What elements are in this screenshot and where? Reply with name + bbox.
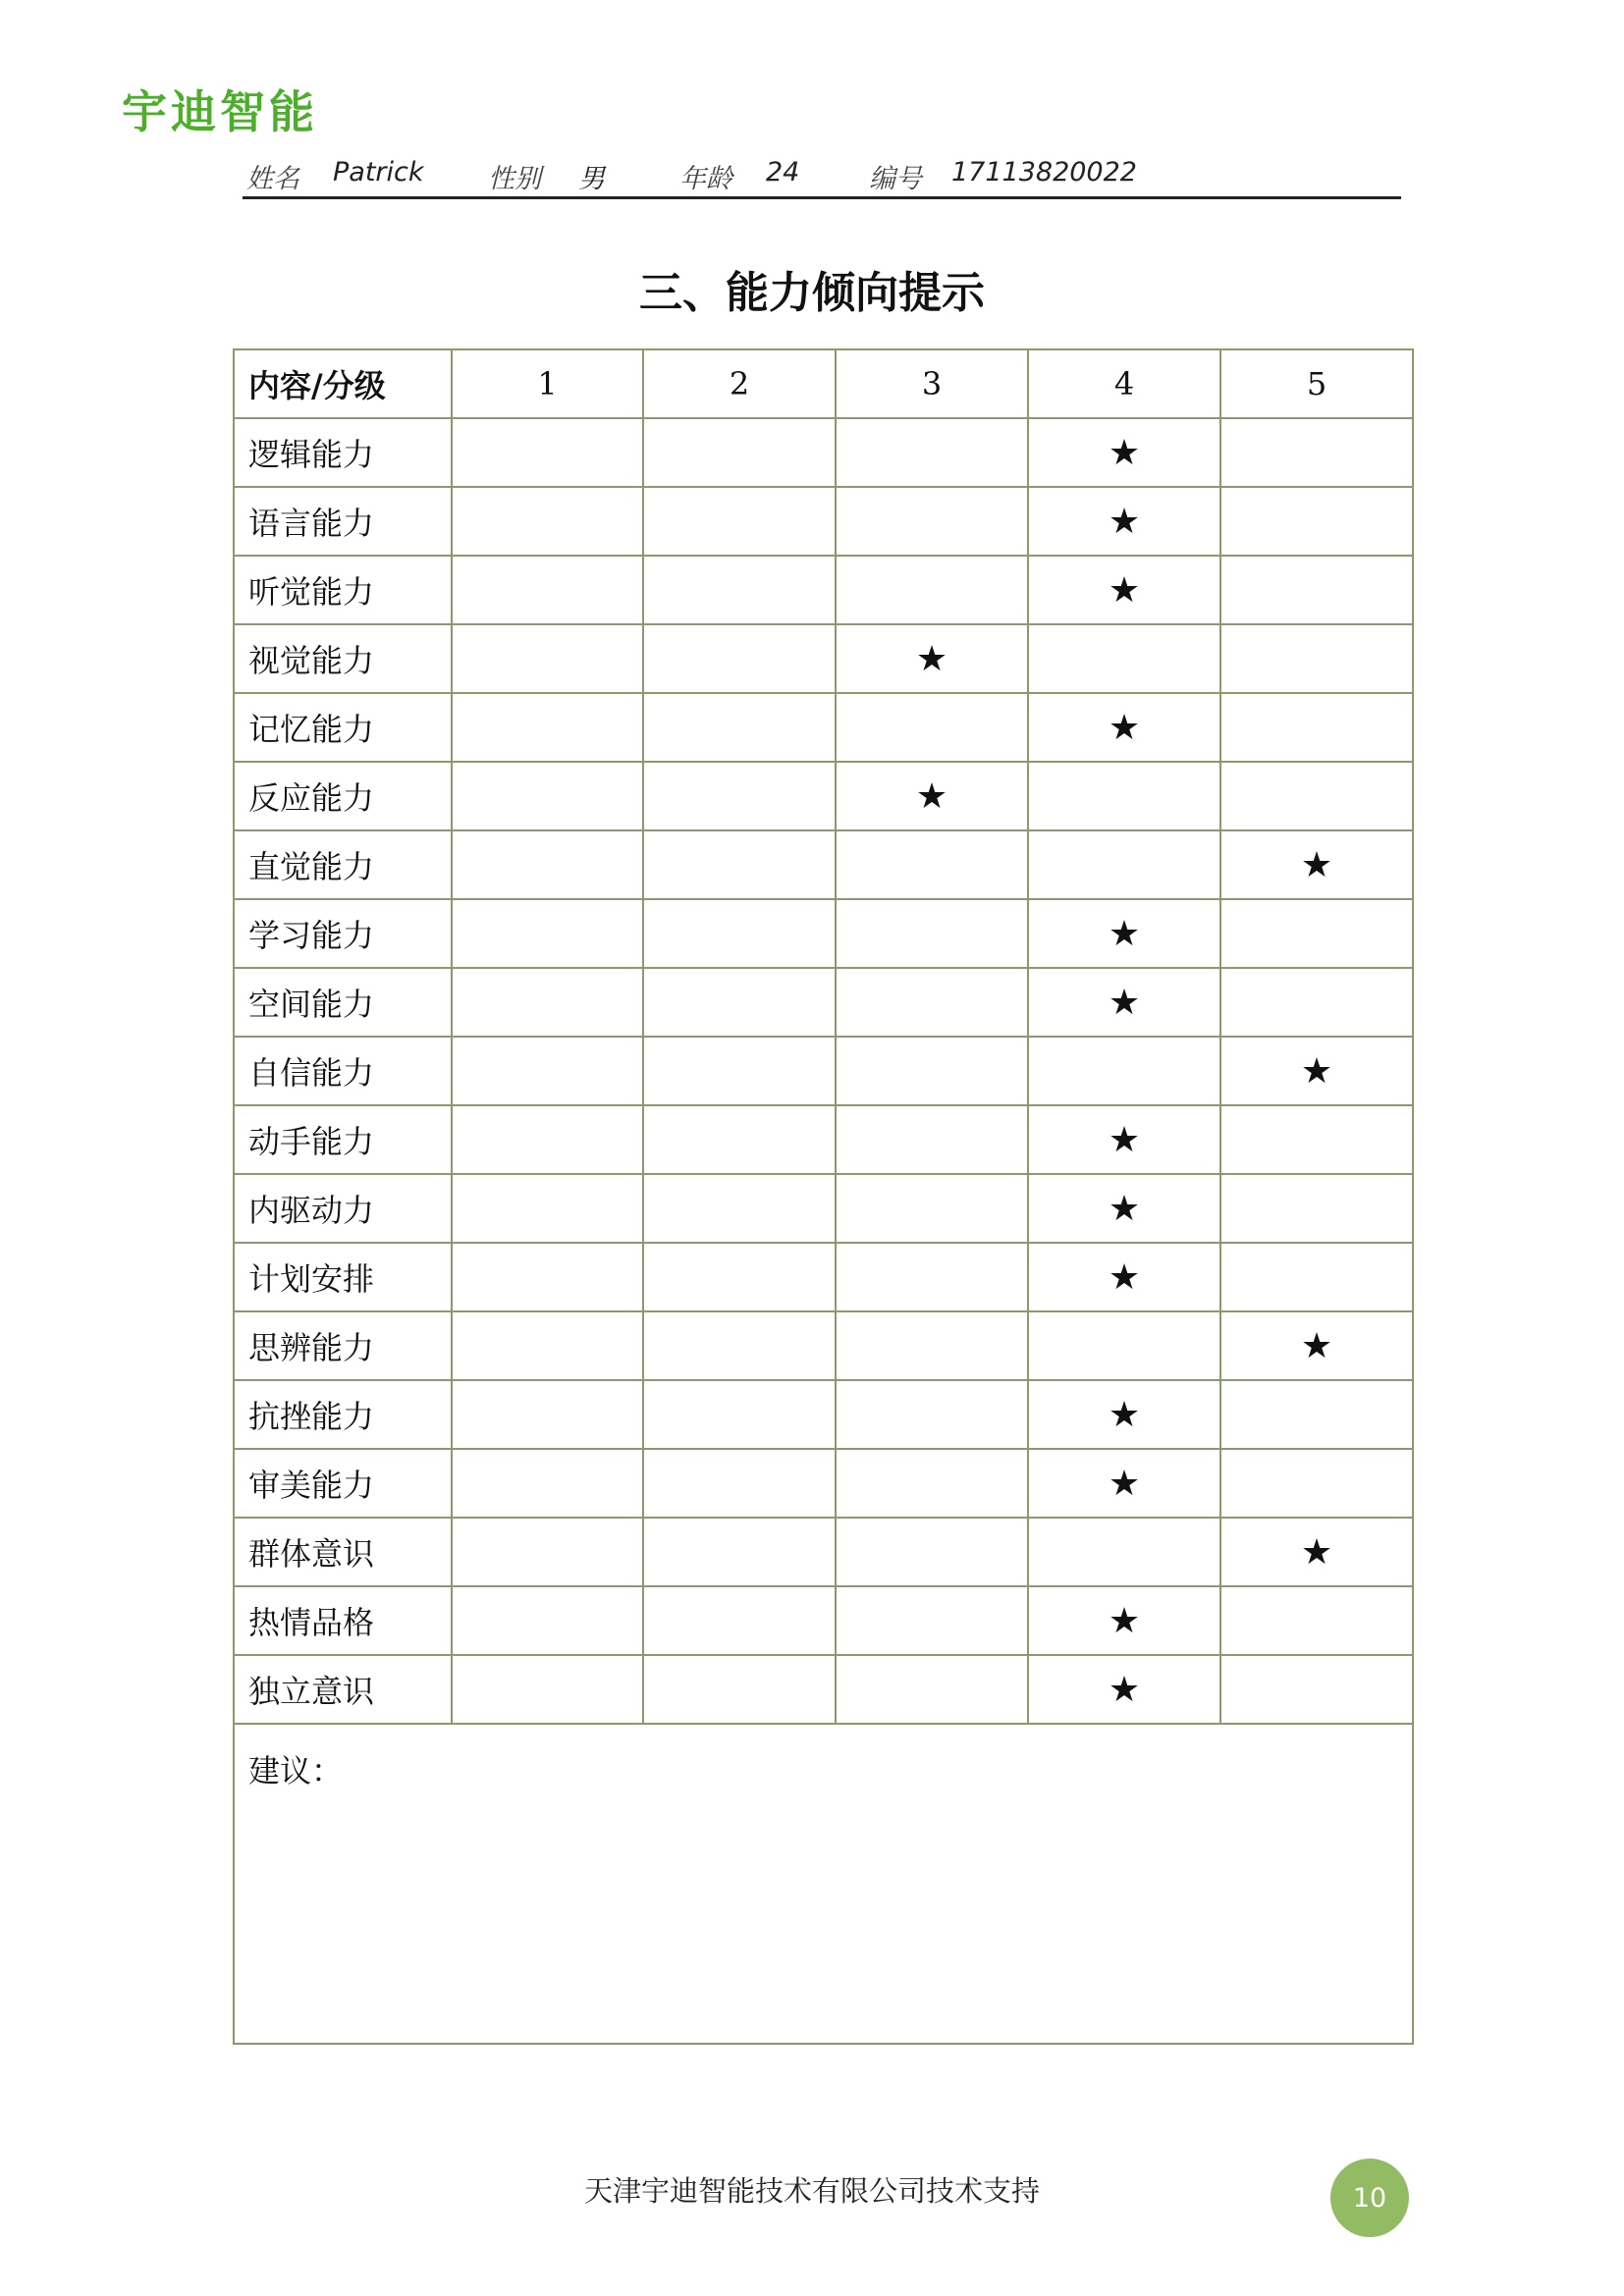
rating-cell-empty — [643, 693, 836, 762]
rating-cell-empty — [643, 487, 836, 556]
rating-cell-empty — [452, 1586, 643, 1655]
id-label: 编号 — [869, 164, 922, 194]
rating-star-icon: ★ — [1028, 1449, 1220, 1518]
header-level-5: 5 — [1220, 349, 1413, 418]
rating-cell-empty — [643, 830, 836, 899]
company-logo: 宇迪智能 — [122, 85, 318, 138]
gender-label: 性别 — [488, 164, 541, 194]
rating-cell-empty — [836, 830, 1028, 899]
rating-cell-empty — [836, 1380, 1028, 1449]
rating-cell-empty — [452, 1174, 643, 1243]
table-row — [234, 830, 1413, 899]
table-row — [234, 1449, 1413, 1518]
section-title: 三、能力倾向提示 — [639, 268, 985, 318]
rating-cell-empty — [452, 1037, 643, 1105]
rating-cell-empty — [836, 1174, 1028, 1243]
rating-cell-empty — [643, 1586, 836, 1655]
table-row — [234, 968, 1413, 1037]
rating-cell-empty — [836, 1655, 1028, 1724]
table-row — [234, 693, 1413, 762]
rating-cell-empty — [643, 899, 836, 968]
rating-cell-empty — [452, 1311, 643, 1380]
header-level-1: 1 — [452, 349, 643, 418]
rating-cell-empty — [1220, 487, 1413, 556]
rating-cell-empty — [643, 1518, 836, 1586]
ability-label: 动手能力 — [234, 1105, 452, 1174]
rating-cell-empty — [1220, 1243, 1413, 1311]
ability-label: 热情品格 — [234, 1586, 452, 1655]
ability-label: 听觉能力 — [234, 556, 452, 624]
rating-star-icon: ★ — [1220, 830, 1413, 899]
rating-cell-empty — [1220, 1105, 1413, 1174]
header-content-level: 内容/分级 — [234, 349, 452, 418]
rating-cell-empty — [836, 1518, 1028, 1586]
rating-cell-empty — [836, 1586, 1028, 1655]
ability-label: 群体意识 — [234, 1518, 452, 1586]
rating-cell-empty — [836, 968, 1028, 1037]
ability-label: 内驱动力 — [234, 1174, 452, 1243]
rating-star-icon: ★ — [1028, 418, 1220, 487]
table-row — [234, 487, 1413, 556]
ability-label: 直觉能力 — [234, 830, 452, 899]
rating-cell-empty — [643, 1037, 836, 1105]
ability-label: 审美能力 — [234, 1449, 452, 1518]
id-value: 17113820022 — [951, 157, 1137, 187]
rating-cell-empty — [1220, 1655, 1413, 1724]
gender-value: 男 — [578, 164, 605, 194]
rating-star-icon: ★ — [1028, 1174, 1220, 1243]
rating-cell-empty — [643, 1311, 836, 1380]
ability-label: 视觉能力 — [234, 624, 452, 693]
rating-cell-empty — [452, 418, 643, 487]
ability-label: 学习能力 — [234, 899, 452, 968]
rating-cell-empty — [836, 899, 1028, 968]
ability-label: 空间能力 — [234, 968, 452, 1037]
table-row — [234, 1518, 1413, 1586]
name-label: 姓名 — [246, 164, 299, 194]
rating-star-icon: ★ — [1028, 1105, 1220, 1174]
rating-cell-empty — [1220, 968, 1413, 1037]
rating-cell-empty — [643, 1449, 836, 1518]
rating-cell-empty — [836, 556, 1028, 624]
table-row — [234, 1174, 1413, 1243]
rating-cell-empty — [643, 1655, 836, 1724]
student-info-row — [243, 151, 1401, 199]
rating-cell-empty — [1220, 1586, 1413, 1655]
header-level-3: 3 — [836, 349, 1028, 418]
ability-label: 独立意识 — [234, 1655, 452, 1724]
header-level-2: 2 — [643, 349, 836, 418]
ability-label: 语言能力 — [234, 487, 452, 556]
rating-cell-empty — [452, 968, 643, 1037]
rating-star-icon: ★ — [1028, 556, 1220, 624]
rating-cell-empty — [452, 624, 643, 693]
rating-cell-empty — [1028, 830, 1220, 899]
rating-star-icon: ★ — [1028, 1655, 1220, 1724]
ability-table — [233, 348, 1414, 2045]
table-row — [234, 556, 1413, 624]
rating-cell-empty — [452, 1655, 643, 1724]
table-row — [234, 1311, 1413, 1380]
rating-star-icon: ★ — [1220, 1518, 1413, 1586]
rating-cell-empty — [643, 968, 836, 1037]
rating-cell-empty — [836, 1037, 1028, 1105]
rating-cell-empty — [643, 556, 836, 624]
rating-cell-empty — [643, 762, 836, 830]
name-value: Patrick — [333, 157, 424, 187]
rating-cell-empty — [1220, 762, 1413, 830]
rating-cell-empty — [1220, 1449, 1413, 1518]
rating-cell-empty — [1220, 1174, 1413, 1243]
rating-cell-empty — [1028, 624, 1220, 693]
rating-cell-empty — [452, 1380, 643, 1449]
ability-label: 计划安排 — [234, 1243, 452, 1311]
ability-label: 思辨能力 — [234, 1311, 452, 1380]
table-row — [234, 1655, 1413, 1724]
rating-cell-empty — [643, 1105, 836, 1174]
table-row — [234, 624, 1413, 693]
rating-cell-empty — [452, 1243, 643, 1311]
table-row — [234, 762, 1413, 830]
rating-cell-empty — [452, 830, 643, 899]
rating-star-icon: ★ — [1028, 1380, 1220, 1449]
table-row — [234, 1586, 1413, 1655]
rating-cell-empty — [643, 1174, 836, 1243]
rating-star-icon: ★ — [1028, 1586, 1220, 1655]
rating-cell-empty — [1220, 693, 1413, 762]
rating-star-icon: ★ — [1028, 693, 1220, 762]
ability-label: 自信能力 — [234, 1037, 452, 1105]
rating-star-icon: ★ — [1028, 1243, 1220, 1311]
rating-cell-empty — [836, 487, 1028, 556]
rating-star-icon: ★ — [1220, 1311, 1413, 1380]
rating-cell-empty — [643, 1380, 836, 1449]
footer-text: 天津宇迪智能技术有限公司技术支持 — [583, 2174, 1040, 2208]
ability-label: 反应能力 — [234, 762, 452, 830]
rating-star-icon: ★ — [1028, 487, 1220, 556]
rating-cell-empty — [452, 556, 643, 624]
rating-cell-empty — [836, 1311, 1028, 1380]
ability-table-body — [234, 349, 1413, 2044]
table-row — [234, 899, 1413, 968]
header-level-4: 4 — [1028, 349, 1220, 418]
rating-cell-empty — [1220, 624, 1413, 693]
rating-star-icon: ★ — [836, 624, 1028, 693]
rating-cell-empty — [452, 487, 643, 556]
rating-cell-empty — [643, 624, 836, 693]
rating-cell-empty — [1028, 1518, 1220, 1586]
table-row — [234, 1037, 1413, 1105]
ability-label: 逻辑能力 — [234, 418, 452, 487]
rating-cell-empty — [1220, 418, 1413, 487]
rating-cell-empty — [1220, 899, 1413, 968]
table-row — [234, 1380, 1413, 1449]
rating-cell-empty — [836, 693, 1028, 762]
rating-cell-empty — [836, 1243, 1028, 1311]
rating-cell-empty — [452, 1449, 643, 1518]
rating-cell-empty — [452, 1518, 643, 1586]
rating-cell-empty — [1028, 1037, 1220, 1105]
rating-cell-empty — [836, 418, 1028, 487]
rating-cell-empty — [836, 1449, 1028, 1518]
rating-cell-empty — [1220, 556, 1413, 624]
rating-cell-empty — [643, 1243, 836, 1311]
table-header-row — [234, 349, 1413, 418]
rating-star-icon: ★ — [1028, 968, 1220, 1037]
table-row — [234, 418, 1413, 487]
rating-cell-empty — [1220, 1380, 1413, 1449]
advice-label: 建议： — [234, 1724, 1413, 2044]
table-row — [234, 1243, 1413, 1311]
rating-cell-empty — [452, 899, 643, 968]
rating-cell-empty — [1028, 762, 1220, 830]
ability-label: 记忆能力 — [234, 693, 452, 762]
rating-star-icon: ★ — [836, 762, 1028, 830]
rating-cell-empty — [1028, 1311, 1220, 1380]
rating-star-icon: ★ — [1220, 1037, 1413, 1105]
advice-row — [234, 1724, 1413, 2044]
ability-label: 抗挫能力 — [234, 1380, 452, 1449]
rating-cell-empty — [452, 693, 643, 762]
page-number-badge: 10 — [1330, 2159, 1409, 2237]
age-value: 24 — [766, 157, 800, 187]
rating-cell-empty — [452, 1105, 643, 1174]
rating-cell-empty — [452, 762, 643, 830]
rating-cell-empty — [643, 418, 836, 487]
table-row — [234, 1105, 1413, 1174]
rating-cell-empty — [836, 1105, 1028, 1174]
age-label: 年龄 — [679, 164, 732, 194]
rating-star-icon: ★ — [1028, 899, 1220, 968]
